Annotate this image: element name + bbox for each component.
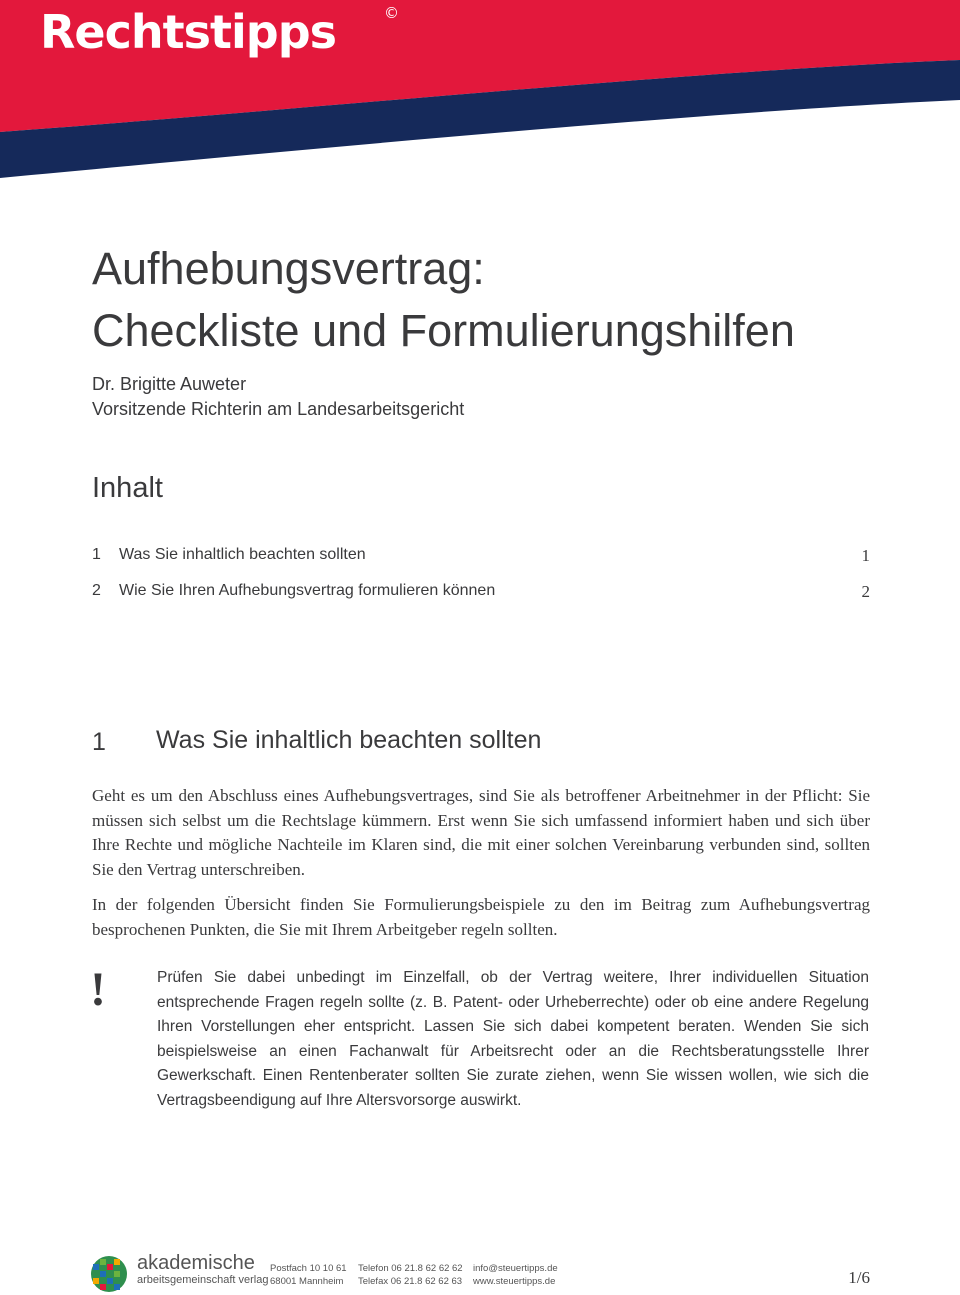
exclamation-icon: ! <box>90 963 106 1016</box>
paragraph-1: Geht es um den Abschluss eines Aufhebungsvertrages, sind Sie als betroffener Arbeitnehmer in der Pflicht: Sie müssen sich selbst um die Rechtslage kümmern. Erst wenn Sie sich umfassend informiert haben und sich über Ihre Rechte und mögliche Nachteile im Klaren sind, die mit einer solchen Vereinbarung verbunden sind, sollten Sie den Vertrag unterschreiben. <box>92 786 870 879</box>
address-line-2: 68001 Mannheim <box>270 1276 344 1287</box>
header-banner <box>0 0 960 180</box>
section-number: 1 <box>92 728 106 756</box>
page-number: 1/6 <box>848 1268 870 1287</box>
address-line-1: Postfach 10 10 61 <box>270 1263 347 1274</box>
footer-address <box>270 1262 347 1288</box>
toc-item-page: 1 <box>861 546 870 565</box>
toc-item-number: 1 <box>92 546 101 563</box>
publisher-globe-icon <box>90 1255 128 1293</box>
publisher-subtitle: arbeitsgemeinschaft verlag <box>137 1274 269 1286</box>
paragraph-2: In der folgenden Übersicht finden Sie Formulierungsbeispiele zu den im Beitrag zum Aufhebungsvertrag besprochenen Punkten, die Sie mit Ihrem Arbeitgeber regeln sollten. <box>92 895 870 939</box>
toc-item-text: Was Sie inhaltlich beachten sollten <box>119 546 366 563</box>
table-of-contents <box>92 546 870 618</box>
phone-number: Telefon 06 21.8 62 62 62 <box>358 1263 463 1274</box>
fax-number: Telefax 06 21.8 62 62 63 <box>358 1276 463 1287</box>
author-name: Dr. Brigitte Auweter <box>92 374 247 394</box>
toc-item-text: Wie Sie Ihren Aufhebungsvertrag formulieren können <box>119 582 496 599</box>
author-role: Vorsitzende Richterin am Landesarbeitsgericht <box>92 399 465 419</box>
footer-contact <box>358 1262 463 1288</box>
title-line-2: Checkliste und Formulierungshilfen <box>92 305 795 356</box>
author-block <box>92 372 464 422</box>
email-link[interactable]: info@steuertipps.de <box>473 1263 558 1274</box>
brand-logo: Rechtstipps <box>40 5 336 59</box>
section-title: Was Sie inhaltlich beachten sollten <box>156 726 542 754</box>
toc-heading: Inhalt <box>92 472 163 504</box>
publisher-name: akademische <box>137 1252 255 1274</box>
website-link[interactable]: www.steuertipps.de <box>473 1276 556 1287</box>
footer <box>0 1250 960 1295</box>
title-line-1: Aufhebungsvertrag: <box>92 243 485 294</box>
toc-item-number: 2 <box>92 582 101 599</box>
copyright-mark: © <box>384 4 399 22</box>
footer-online <box>473 1262 558 1288</box>
toc-item-2[interactable] <box>92 582 870 618</box>
note-text: Prüfen Sie dabei unbedingt im Einzelfall, ob der Vertrag weitere, Ihrer individuellen Situation entsprechende Fragen regeln sollte (z. B. Patent- oder Urheberrechte) oder ob eine andere Regelung Ihren Vorstellungen eher entspricht. Lassen Sie sich dabei kompetent beraten. Wenden Sie sich beispielsweise an einen Fachanwalt für Arbeitsrecht oder an die Rechtsberatungsstelle Ihrer Gewerkschaft. Einen Rentenberater sollten Sie zurate ziehen, wenn Sie wissen wollen, wie sich die Vertragsbeendigung auf Ihre Altersvorsorge auswirkt. <box>157 969 869 1109</box>
toc-item-page: 2 <box>861 582 870 601</box>
document-title <box>92 238 795 362</box>
toc-item-1[interactable] <box>92 546 870 582</box>
